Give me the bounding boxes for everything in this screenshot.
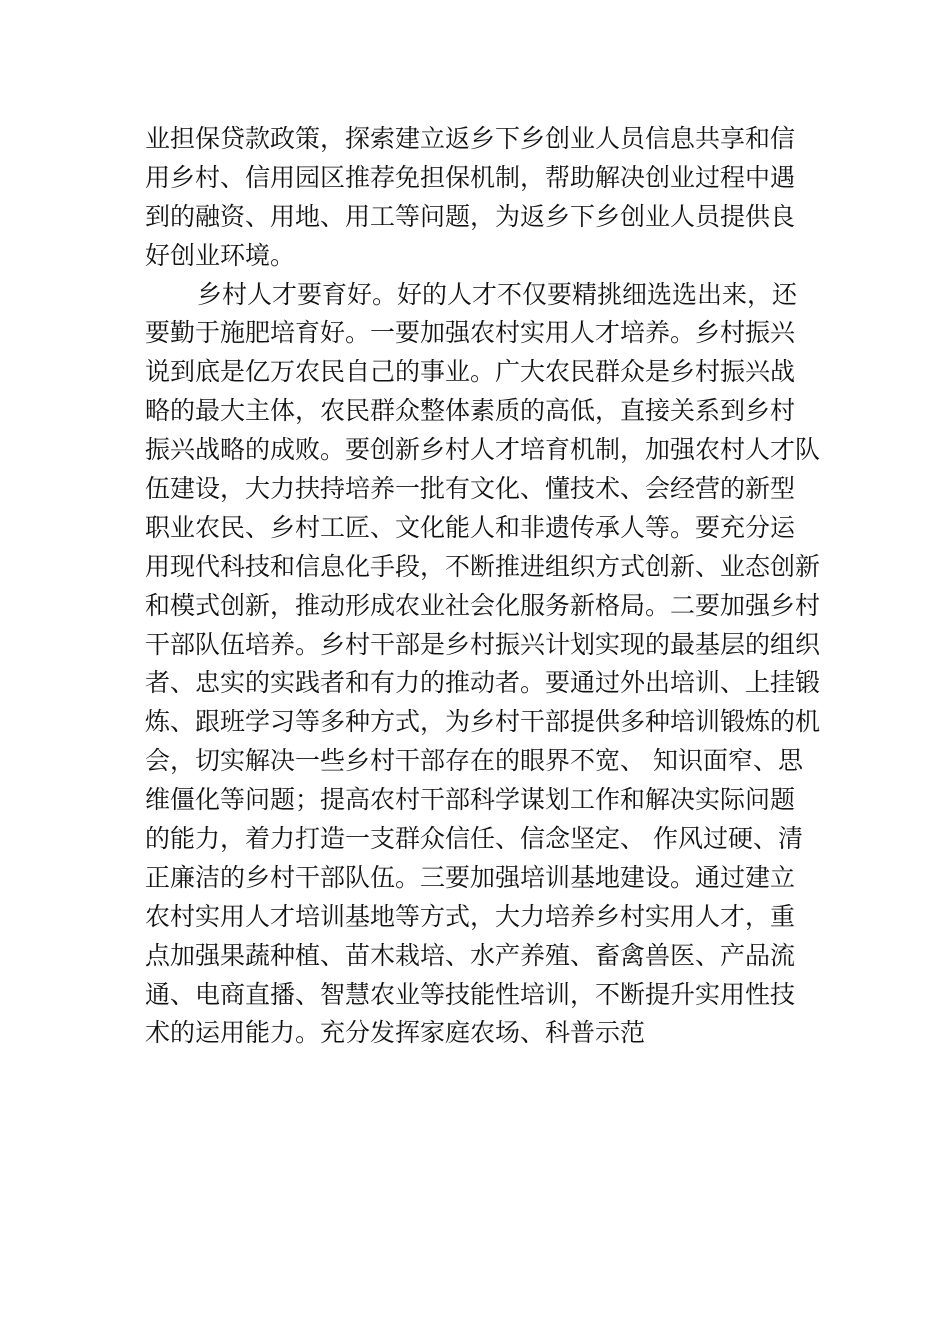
text-line: 会，切实解决一些乡村干部存在的眼界不宽、 知识面窄、思 <box>145 746 803 776</box>
text-line: 业担保贷款政策，探索建立返乡下乡创业人员信息共享和信 <box>145 124 796 153</box>
text-line: 术的运用能力。充分发挥家庭农场、科普示范 <box>145 1018 646 1048</box>
paragraph-start-line: 乡村人才要育好。好的人才不仅要精挑细选选出来，还 <box>197 279 798 309</box>
text-line: 维僵化等问题；提高农村干部科学谋划工作和解决实际问题 <box>145 785 796 815</box>
text-line: 好创业环境。 <box>145 240 296 270</box>
text-line: 到的融资、用地、用工等问题，为返乡下乡创业人员提供良 <box>145 201 796 231</box>
text-line: 略的最大主体，农民群众整体素质的高低，直接关系到乡村 <box>145 396 796 426</box>
text-line: 说到底是亿万农民自己的事业。广大农民群众是乡村振兴战 <box>145 357 796 387</box>
text-line: 伍建设，大力扶持培养一批有文化、懂技术、会经营的新型 <box>145 474 796 504</box>
text-line: 的能力，着力打造一支群众信任、信念坚定、 作风过硬、清 <box>145 824 803 854</box>
text-line: 点加强果蔬种植、苗木栽培、水产养殖、畜禽兽医、产品流 <box>145 940 796 970</box>
text-line: 用乡村、信用园区推荐免担保机制，帮助解决创业过程中遇 <box>145 162 796 192</box>
text-line: 通、电商直播、智慧农业等技能性培训，不断提升实用性技 <box>145 979 796 1009</box>
text-line: 振兴战略的成败。要创新乡村人才培育机制，加强农村人才队 <box>145 435 821 465</box>
text-line: 职业农民、乡村工匠、文化能人和非遗传承人等。要充分运 <box>145 512 796 542</box>
text-line: 正廉洁的乡村干部队伍。三要加强培训基地建设。通过建立 <box>145 862 796 892</box>
text-line: 用现代科技和信息化手段，不断推进组织方式创新、业态创新 <box>145 551 821 581</box>
text-line: 干部队伍培养。乡村干部是乡村振兴计划实现的最基层的组织 <box>145 629 821 659</box>
text-line: 要勤于施肥培育好。一要加强农村实用人才培养。乡村振兴 <box>145 318 796 348</box>
text-line: 炼、跟班学习等多种方式，为乡村干部提供多种培训锻炼的机 <box>145 707 821 737</box>
text-line: 农村实用人才培训基地等方式，大力培养乡村实用人才，重 <box>145 901 796 931</box>
body-text <box>145 120 825 1053</box>
text-line: 者、忠实的实践者和有力的推动者。要通过外出培训、上挂锻 <box>145 668 821 698</box>
text-line: 和模式创新，推动形成农业社会化服务新格局。二要加强乡村 <box>145 590 821 620</box>
